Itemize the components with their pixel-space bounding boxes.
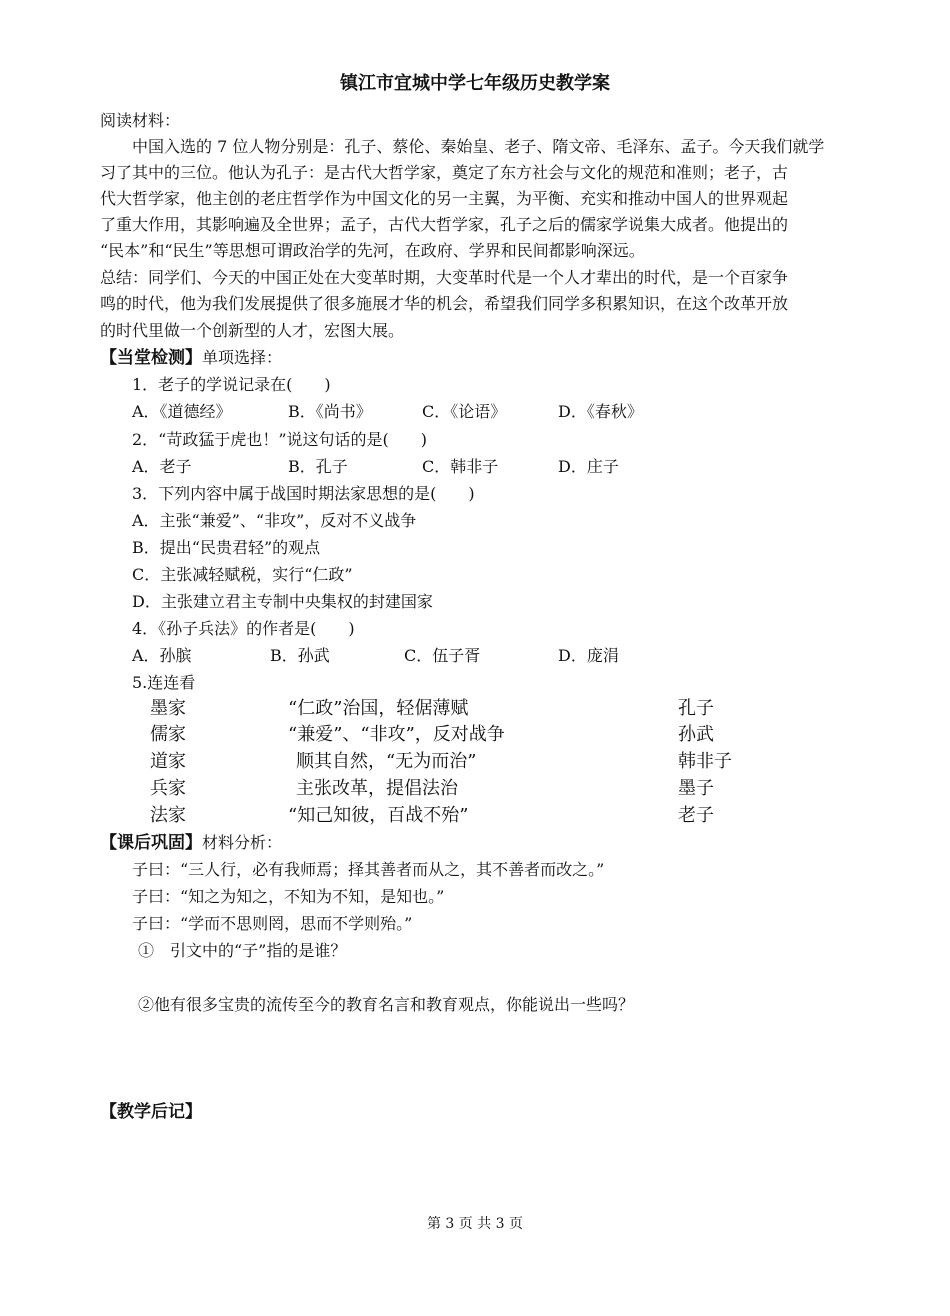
match-person: 韩非子 — [678, 751, 732, 772]
summary-line: 总结：同学们、今天的中国正处在大变革时期，大变革时代是一个人才辈出的时代，是一个百家争 — [100, 268, 789, 287]
match-school: 道家 — [150, 751, 186, 772]
summary-line: 的时代里做一个创新型的人才，宏图大展。 — [100, 321, 405, 340]
match-school: 墨家 — [150, 698, 186, 719]
match-idea: 主张改革，提倡法治 — [296, 778, 458, 799]
postscript-section-header — [100, 1102, 202, 1122]
question-1-stem: 1．老子的学说记录在( ) — [132, 375, 331, 394]
match-idea: 顺其自然，“无为而治” — [296, 751, 477, 772]
question-2-option-c: C．韩非子 — [422, 457, 499, 476]
match-idea: “仁政”治国，轻倨薄赋 — [288, 698, 469, 719]
summary-line: 鸣的时代，他为我们发展提供了很多施展才华的机会，希望我们同学多积累知识，在这个改革开放 — [100, 294, 789, 313]
question-1-option-b: B．《尚书》 — [288, 402, 372, 421]
match-person: 孔子 — [678, 698, 714, 719]
match-person: 老子 — [678, 805, 714, 826]
quiz-section-header — [100, 348, 282, 368]
question-3-option-c: C．主张减轻赋税，实行“仁政” — [132, 565, 353, 584]
document-title: 镇江市宜城中学七年级历史教学案 — [340, 73, 610, 94]
question-4-option-b: B．孙武 — [270, 646, 330, 665]
match-school: 儒家 — [150, 724, 186, 745]
reading-label: 阅读材料： — [100, 111, 181, 130]
analysis-question-2: ②他有很多宝贵的流传至今的教育名言和教育观点，你能说出一些吗？ — [138, 995, 635, 1014]
reading-paragraph-line: “民本”和“民生”等思想可谓政治学的先河，在政府、学界和民间都影响深远。 — [100, 241, 645, 260]
homework-heading: 【课后巩固】 — [100, 833, 202, 853]
question-3-option-d: D．主张建立君主专制中央集权的封建国家 — [132, 592, 433, 611]
quiz-heading: 【当堂检测】 — [100, 348, 202, 368]
quiz-heading-suffix: 单项选择： — [202, 348, 283, 367]
question-4-option-c: C．伍子胥 — [404, 646, 481, 665]
postscript-heading: 【教学后记】 — [100, 1102, 202, 1122]
confucius-quote: 子曰：“学而不思则罔，思而不学则殆。” — [132, 914, 413, 933]
question-1-option-c: C．《论语》 — [422, 402, 507, 421]
page-footer: 第 3 页 共 3 页 — [426, 1216, 524, 1232]
question-2-stem: 2．“苛政猛于虎也！”说这句话的是( ) — [132, 430, 428, 449]
question-4-option-d: D．庞涓 — [558, 646, 619, 665]
homework-section-header — [100, 833, 282, 853]
homework-heading-suffix: 材料分析： — [202, 833, 283, 852]
question-2-option-a: A．老子 — [132, 457, 192, 476]
analysis-question-1: ① 引文中的“子”指的是谁？ — [138, 941, 347, 960]
match-idea: “兼爱”、“非攻”，反对战争 — [288, 724, 505, 745]
match-person: 墨子 — [678, 778, 714, 799]
reading-paragraph-line: 中国入选的 7 位人物分别是：孔子、蔡伦、秦始皇、老子、隋文帝、毛泽东、孟子。今天我们就学 — [132, 137, 825, 156]
question-3-option-a: A．主张“兼爱”、“非攻”，反对不义战争 — [132, 511, 417, 530]
question-1-option-d: D．《春秋》 — [558, 402, 643, 421]
match-school: 法家 — [150, 805, 186, 826]
question-1-option-a: A．《道德经》 — [132, 402, 232, 421]
confucius-quote: 子曰：“知之为知之，不知为不知，是知也。” — [132, 887, 445, 906]
question-5-stem: 5.连连看 — [132, 673, 196, 692]
match-person: 孙武 — [678, 724, 714, 745]
reading-paragraph-line: 习了其中的三位。他认为孔子：是古代大哲学家，奠定了东方社会与文化的规范和准则；老子，古 — [100, 163, 789, 182]
match-idea: “知己知彼，百战不殆” — [288, 805, 469, 826]
match-school: 兵家 — [150, 778, 186, 799]
question-4-option-a: A．孙膑 — [132, 646, 192, 665]
question-3-option-b: B．提出“民贵君轻”的观点 — [132, 538, 321, 557]
reading-paragraph-line: 了重大作用，其影响遍及全世界；孟子，古代大哲学家，孔子之后的儒家学说集大成者。他提出的 — [100, 215, 789, 234]
question-3-stem: 3．下列内容中属于战国时期法家思想的是( ) — [132, 484, 475, 503]
confucius-quote: 子曰：“三人行，必有我师焉；择其善者而从之，其不善者而改之。” — [132, 860, 605, 879]
reading-paragraph-line: 代大哲学家，他主创的老庄哲学作为中国文化的另一主翼，为平衡、充实和推动中国人的世界观起 — [100, 189, 789, 208]
question-2-option-b: B．孔子 — [288, 457, 348, 476]
question-4-stem: 4．《孙子兵法》的作者是( ) — [132, 619, 355, 638]
question-2-option-d: D．庄子 — [558, 457, 619, 476]
